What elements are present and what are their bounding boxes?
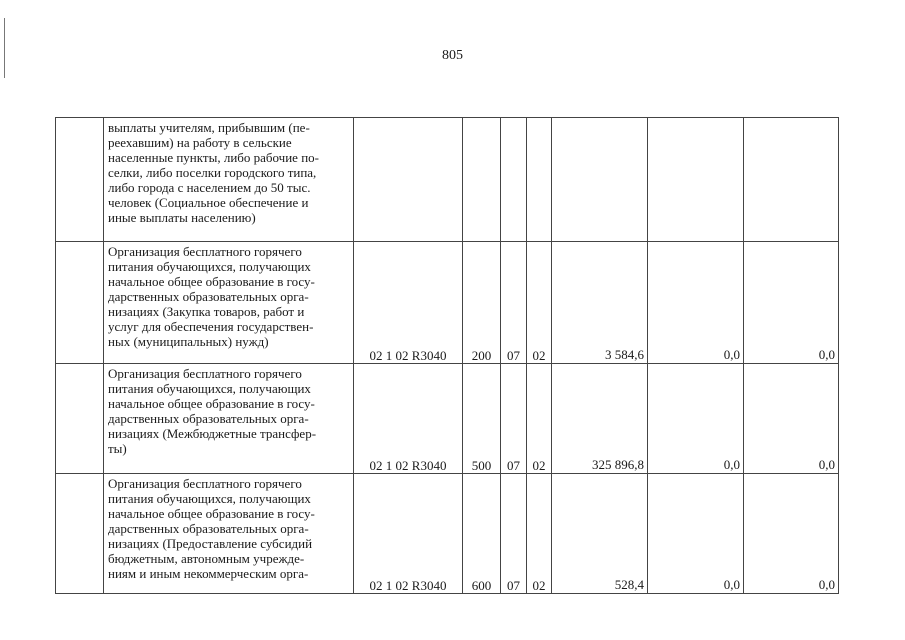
amount-year2-cell: [648, 118, 744, 242]
csr-code-cell: [354, 118, 463, 242]
subsection-cell: 02: [527, 474, 552, 594]
description-cell: [104, 364, 354, 474]
amount-year2-cell: 0,0: [648, 364, 744, 474]
row-number-cell: [56, 474, 104, 594]
section-cell: 07: [501, 364, 527, 474]
csr-code-cell: 02 1 02 R3040: [354, 364, 463, 474]
expense-type-cell: 500: [463, 364, 501, 474]
subsection-cell: 02: [527, 242, 552, 364]
amount-year3-cell: 0,0: [744, 364, 839, 474]
table-row: [56, 242, 839, 364]
table-row: [56, 118, 839, 242]
row-number-cell: [56, 364, 104, 474]
amount-year2-cell: 0,0: [648, 474, 744, 594]
amount-year1-cell: [552, 118, 648, 242]
description-line: реехавшим) на работу в сельские: [108, 135, 292, 150]
description-line: начальное общее образование в госу-: [108, 396, 315, 411]
description-line: иные выплаты населению): [108, 210, 256, 225]
table-row: [56, 474, 839, 594]
description-line: Организация бесплатного горячего: [108, 244, 302, 259]
csr-code-cell: 02 1 02 R3040: [354, 474, 463, 594]
description-cell: [104, 118, 354, 242]
row-number-cell: [56, 242, 104, 364]
description-line: питания обучающихся, получающих: [108, 491, 311, 506]
section-cell: [501, 118, 527, 242]
description-line: питания обучающихся, получающих: [108, 381, 311, 396]
amount-year3-cell: 0,0: [744, 242, 839, 364]
description-line: дарственных образовательных орга-: [108, 411, 309, 426]
amount-year3-cell: [744, 118, 839, 242]
section-cell: 07: [501, 474, 527, 594]
description-line: низациях (Предоставление субсидий: [108, 536, 313, 551]
description-line: человек (Социальное обеспечение и: [108, 195, 309, 210]
description-line: ных (муниципальных) нужд): [108, 334, 269, 349]
description-line: услуг для обеспечения государствен-: [108, 319, 314, 334]
description-line: низациях (Межбюджетные трансфер-: [108, 426, 317, 441]
expense-type-cell: 200: [463, 242, 501, 364]
description-line: либо города с населением до 50 тыс.: [108, 180, 311, 195]
section-cell: 07: [501, 242, 527, 364]
description-line: питания обучающихся, получающих: [108, 259, 311, 274]
description-line: начальное общее образование в госу-: [108, 506, 315, 521]
amount-year1-cell: 3 584,6: [552, 242, 648, 364]
expense-type-cell: 600: [463, 474, 501, 594]
amount-year1-cell: 325 896,8: [552, 364, 648, 474]
description-line: низациях (Закупка товаров, работ и: [108, 304, 305, 319]
subsection-cell: [527, 118, 552, 242]
description-line: выплаты учителям, прибывшим (пе-: [108, 120, 310, 135]
csr-code-cell: 02 1 02 R3040: [354, 242, 463, 364]
subsection-cell: 02: [527, 364, 552, 474]
description-line: дарственных образовательных орга-: [108, 289, 309, 304]
table-row: [56, 364, 839, 474]
description-line: ты): [108, 441, 127, 456]
description-line: начальное общее образование в госу-: [108, 274, 315, 289]
budget-table: [55, 117, 839, 594]
amount-year1-cell: 528,4: [552, 474, 648, 594]
description-line: населенные пункты, либо рабочие по-: [108, 150, 319, 165]
description-cell: [104, 474, 354, 594]
row-number-cell: [56, 118, 104, 242]
description-line: Организация бесплатного горячего: [108, 476, 302, 491]
description-line: Организация бесплатного горячего: [108, 366, 302, 381]
expense-type-cell: [463, 118, 501, 242]
description-line: ниям и иным некоммерческим орга-: [108, 566, 309, 581]
page-number: 805: [442, 48, 463, 63]
amount-year3-cell: 0,0: [744, 474, 839, 594]
description-line: селки, либо поселки городского типа,: [108, 165, 317, 180]
description-line: бюджетным, автономным учрежде-: [108, 551, 305, 566]
description-cell: [104, 242, 354, 364]
description-line: дарственных образовательных орга-: [108, 521, 309, 536]
amount-year2-cell: 0,0: [648, 242, 744, 364]
